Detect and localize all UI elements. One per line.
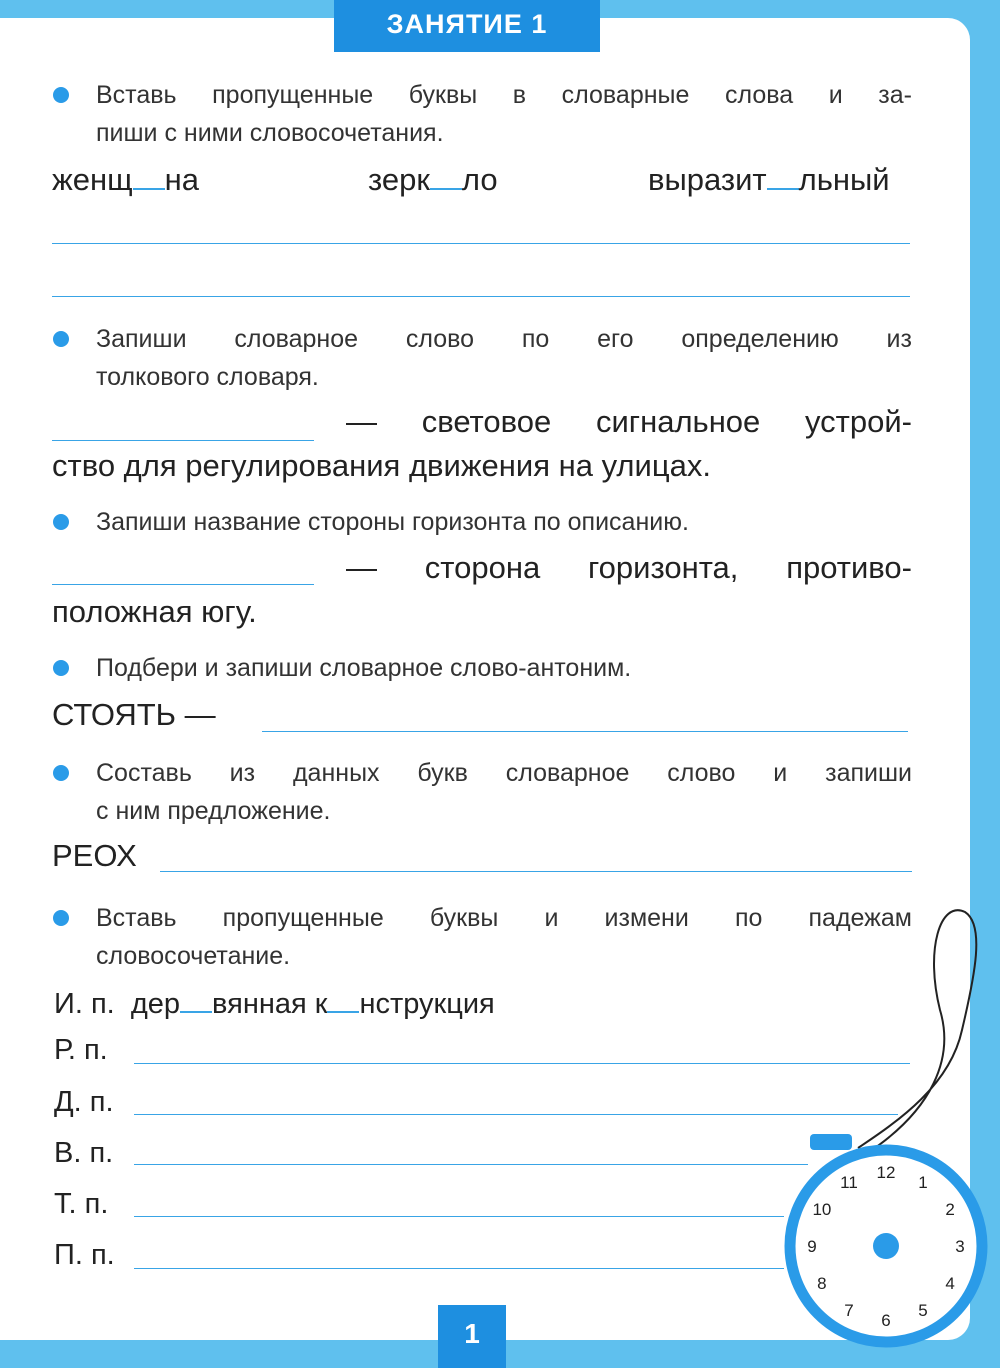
answer-line[interactable] [160, 871, 912, 872]
lesson-title: ЗАНЯТИЕ 1 [334, 0, 600, 52]
clock-number: 12 [876, 1163, 896, 1182]
clock-number: 11 [840, 1172, 858, 1192]
clock-number: 9 [807, 1237, 817, 1256]
bullet-icon [53, 87, 69, 103]
task6-phrase: И. п. дер вянная к нструкция [54, 985, 495, 1021]
task2-instruction-line1: Запиши словарное слово по его определению из [96, 325, 912, 353]
task5-instruction-line2: с ним предложение. [96, 797, 331, 825]
task5-instruction [96, 754, 912, 830]
answer-line[interactable] [262, 731, 908, 732]
clock-number: 6 [881, 1311, 891, 1330]
task3-instruction: Запиши название стороны горизонта по описанию. [96, 508, 689, 536]
answer-line[interactable] [134, 1268, 784, 1269]
task1-word-1: женщ на [52, 162, 199, 197]
stopwatch-center [873, 1233, 899, 1259]
case-label: Р. п. [54, 1034, 108, 1066]
task3-definition-line1: — сторона горизонта, противо- [346, 550, 912, 585]
bullet-icon [53, 910, 69, 926]
task4-word: СТОЯТЬ — [52, 697, 216, 732]
letter-gap[interactable] [327, 985, 359, 1013]
task1-word-3: выразит льный [648, 162, 890, 197]
answer-line[interactable] [52, 584, 314, 585]
clock-number: 1 [918, 1172, 928, 1192]
clock-number: 3 [955, 1237, 965, 1256]
bullet-icon [53, 765, 69, 781]
clock-number: 7 [844, 1301, 854, 1321]
answer-line[interactable] [52, 243, 910, 244]
bullet-icon [53, 331, 69, 347]
task6-instruction-line1: Вставь пропущенные буквы и измени по падежам [96, 904, 912, 932]
case-label: Т. п. [54, 1188, 109, 1220]
case-label: П. п. [54, 1239, 115, 1271]
case-label: В. п. [54, 1137, 114, 1169]
task1-instruction-line1: Вставь пропущенные буквы в словарные слова и за- [96, 81, 912, 109]
task2-definition-line1: — световое сигнальное устрой- [346, 404, 912, 439]
task1-word-2: зерк ло [368, 162, 498, 197]
task2-definition-line2: ство для регулирования движения на улицах. [52, 448, 711, 483]
page-number: 1 [438, 1305, 506, 1368]
task2-instruction-line2: толкового словаря. [96, 363, 319, 391]
answer-line[interactable] [52, 440, 314, 441]
task4-instruction: Подбери и запиши словарное слово-антоним. [96, 654, 632, 682]
task5-instruction-line1: Составь из данных букв словарное слово и запиши [96, 759, 912, 787]
task5-letters: РЕОХ [52, 838, 137, 873]
nominative-label: И. п. [54, 988, 115, 1020]
clock-number: 4 [945, 1274, 955, 1293]
clock-number: 5 [918, 1301, 928, 1321]
clock-number: 10 [812, 1200, 832, 1219]
clock-number: 8 [817, 1274, 827, 1293]
letter-gap[interactable] [180, 985, 212, 1013]
answer-line[interactable] [52, 296, 910, 297]
answer-line[interactable] [134, 1164, 808, 1165]
clock-number: 2 [945, 1200, 955, 1219]
case-label: Д. п. [54, 1086, 114, 1118]
task2-instruction [96, 320, 912, 396]
stopwatch-icon [780, 905, 1000, 1345]
letter-gap[interactable] [430, 162, 462, 190]
task3-definition-line2: положная югу. [52, 594, 257, 629]
stopwatch-string [858, 910, 976, 1150]
answer-line[interactable] [134, 1216, 784, 1217]
bullet-icon [53, 514, 69, 530]
bullet-icon [53, 660, 69, 676]
letter-gap[interactable] [133, 162, 165, 190]
task1-instruction [96, 76, 912, 152]
task6-instruction-line2: словосочетание. [96, 942, 291, 970]
letter-gap[interactable] [767, 162, 799, 190]
task1-instruction-line2: пиши с ними словосочетания. [96, 119, 444, 147]
stopwatch-crown [810, 1134, 852, 1150]
